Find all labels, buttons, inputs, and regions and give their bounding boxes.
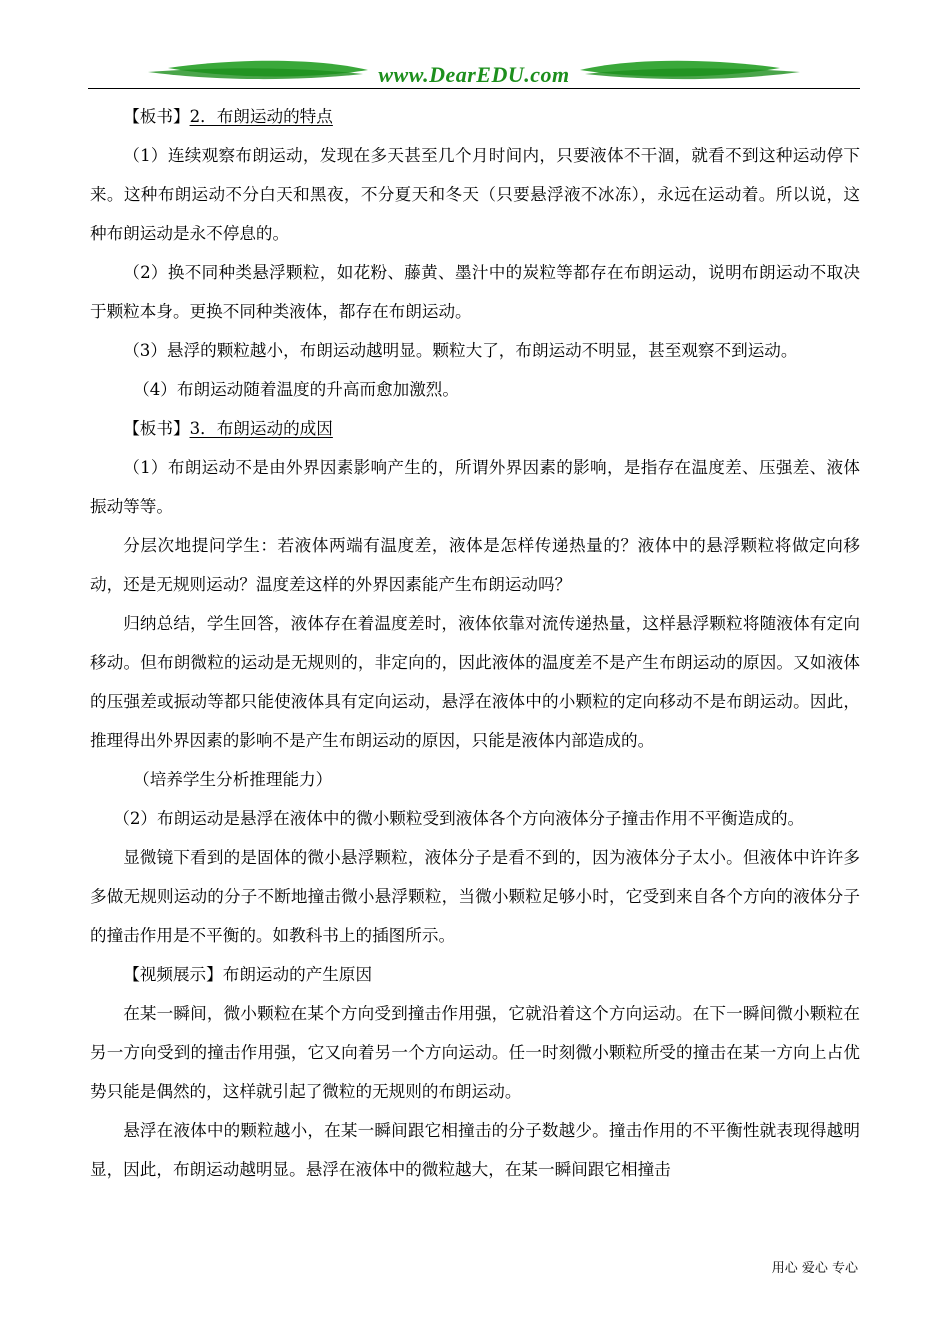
paragraph: （1）连续观察布朗运动，发现在多天甚至几个月时间内，只要液体不干涸，就看不到这种运动停下来。这种布朗运动不分白天和黑夜，不分夏天和冬天（只要悬浮液不冰冻），永远在运动着。所以说，这种布朗运动是永不停息的。 (90, 146, 860, 243)
paragraph: （培养学生分析推理能力） (133, 770, 333, 789)
paragraph: （4）布朗运动随着温度的升高而愈加激烈。 (133, 380, 459, 399)
paragraph: （3）悬浮的颗粒越小，布朗运动越明显。颗粒大了，布朗运动不明显，甚至观察不到运动。 (123, 341, 798, 360)
paragraph: （2）换不同种类悬浮颗粒，如花粉、藤黄、墨汁中的炭粒等都存在布朗运动，说明布朗运动不取决于颗粒本身。更换不同种类液体，都存在布朗运动。 (90, 263, 860, 321)
paragraph: （2）布朗运动是悬浮在液体中的微小颗粒受到液体各个方向液体分子撞击作用不平衡造成的。 (113, 809, 805, 828)
heading-text: 布朗运动的产生原因 (222, 965, 373, 984)
paragraph: 归纳总结，学生回答，液体存在着温度差时，液体依靠对流传递热量，这样悬浮颗粒将随液体有定向移动。但布朗微粒的运动是无规则的，非定向的，因此液体的温度差不是产生布朗运动的原因。又如液体的压强差或振动等都只能使液体具有定向运动，悬浮在液体中的小颗粒的定向移动不是布朗运动。因此，推理得出外界因素的影响不是产生布朗运动的原因，只能是液体内部造成的。 (90, 614, 860, 750)
paragraph: 在某一瞬间，微小颗粒在某个方向受到撞击作用强，它就沿着这个方向运动。在下一瞬间微小颗粒在另一方向受到的撞击作用强，它又向着另一个方向运动。任一时刻微小颗粒所受的撞击在某一方向上占优势只能是偶然的，这样就引起了微粒的无规则的布朗运动。 (90, 1004, 860, 1101)
section-heading (90, 955, 860, 994)
heading-prefix: 【板书】 (123, 419, 190, 438)
header-divider (88, 88, 860, 89)
site-url: www.DearEDU.com (378, 62, 570, 87)
heading-text: 2．布朗运动的特点 (189, 107, 333, 126)
section-heading (90, 97, 860, 136)
paragraph: 悬浮在液体中的颗粒越小，在某一瞬间跟它相撞击的分子数越少。撞击作用的不平衡性就表现得越明显，因此，布朗运动越明显。悬浮在液体中的微粒越大，在某一瞬间跟它相撞击 (90, 1121, 860, 1179)
heading-text: 3．布朗运动的成因 (189, 419, 333, 438)
paragraph: 分层次地提问学生：若液体两端有温度差，液体是怎样传递热量的？液体中的悬浮颗粒将做定向移动，还是无规则运动？温度差这样的外界因素能产生布朗运动吗？ (90, 536, 860, 594)
section-heading (90, 409, 860, 448)
paragraph: （1）布朗运动不是由外界因素影响产生的，所谓外界因素的影响，是指存在温度差、压强差、液体振动等等。 (90, 458, 860, 516)
heading-prefix: 【视频展示】 (123, 965, 223, 984)
heading-prefix: 【板书】 (123, 107, 190, 126)
paragraph: 显微镜下看到的是固体的微小悬浮颗粒，液体分子是看不到的，因为液体分子太小。但液体中许许多多做无规则运动的分子不断地撞击微小悬浮颗粒，当微小颗粒足够小时，它受到来自各个方向的液体分子的撞击作用是不平衡的。如教科书上的插图所示。 (90, 848, 860, 945)
document-body (90, 97, 860, 1189)
site-header-logo (88, 56, 860, 92)
page-footer: 用心 爱心 专心 (771, 1261, 858, 1276)
